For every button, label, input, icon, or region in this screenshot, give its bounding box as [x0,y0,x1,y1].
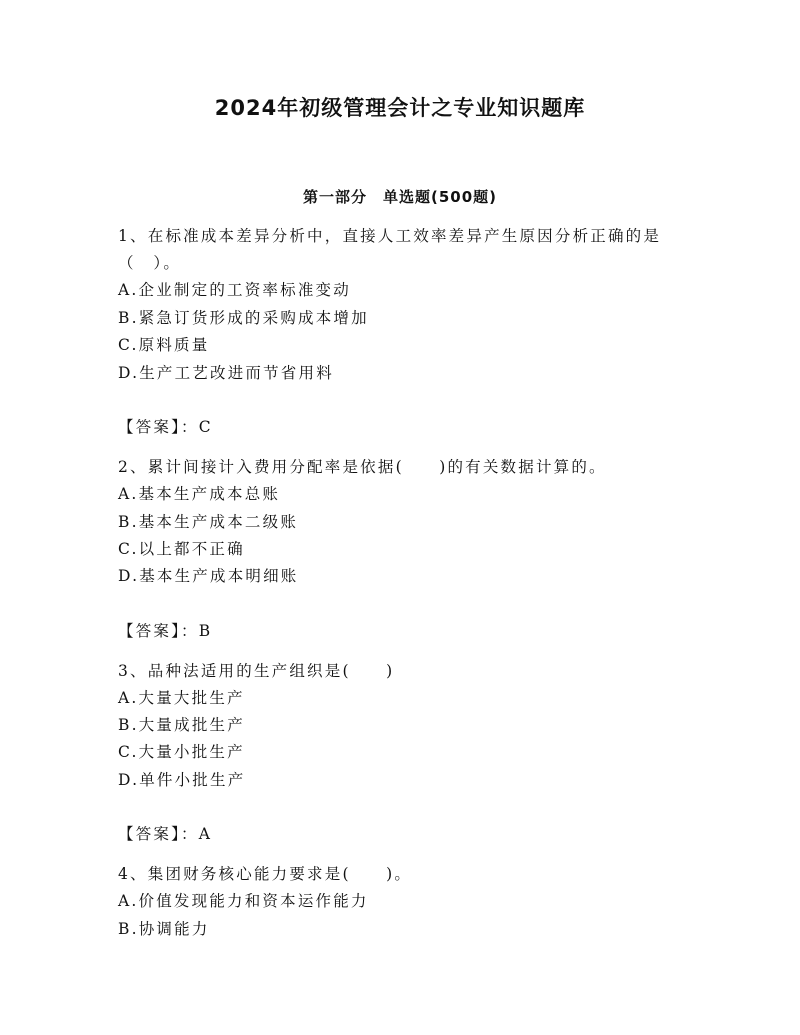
question-1-stem: 1、在标准成本差异分析中，直接人工效率差异产生原因分析正确的是 [118,227,662,245]
question-3-option-a: A.大量大批生产 [118,689,245,707]
question-3-option-b: B.大量成批生产 [118,716,245,734]
document-title: 2024年初级管理会计之专业知识题库 [214,96,586,120]
question-4-option-b: B.协调能力 [118,920,210,938]
question-1-option-a: A.企业制定的工资率标准变动 [118,281,351,299]
question-3-option-d: D.单件小批生产 [118,771,246,789]
question-2-option-d: D.基本生产成本明细账 [118,567,299,585]
question-2-answer: 【答案】：B [118,622,213,640]
question-4-stem: 4、集团财务核心能力要求是( )。 [118,865,413,883]
question-2-option-c: C.以上都不正确 [118,540,245,558]
question-2-option-a: A.基本生产成本总账 [118,485,281,503]
question-1-option-d: D.生产工艺改进而节省用料 [118,364,334,382]
question-3-stem: 3、品种法适用的生产组织是( ) [118,662,395,680]
question-1-option-b: B.紧急订货形成的采购成本增加 [118,309,369,327]
question-1-option-c: C.原料质量 [118,336,210,354]
question-3-option-c: C.大量小批生产 [118,743,245,761]
question-3-answer: 【答案】：A [118,825,213,843]
question-2-option-b: B.基本生产成本二级账 [118,513,299,531]
question-1-stem-continued: （ ）。 [118,254,182,272]
question-2-stem: 2、累计间接计入费用分配率是依据( )的有关数据计算的。 [118,458,607,476]
section-title: 第一部分 单选题(500题) [302,188,498,206]
question-4-option-a: A.价值发现能力和资本运作能力 [118,892,369,910]
question-1-answer: 【答案】：C [118,418,213,436]
